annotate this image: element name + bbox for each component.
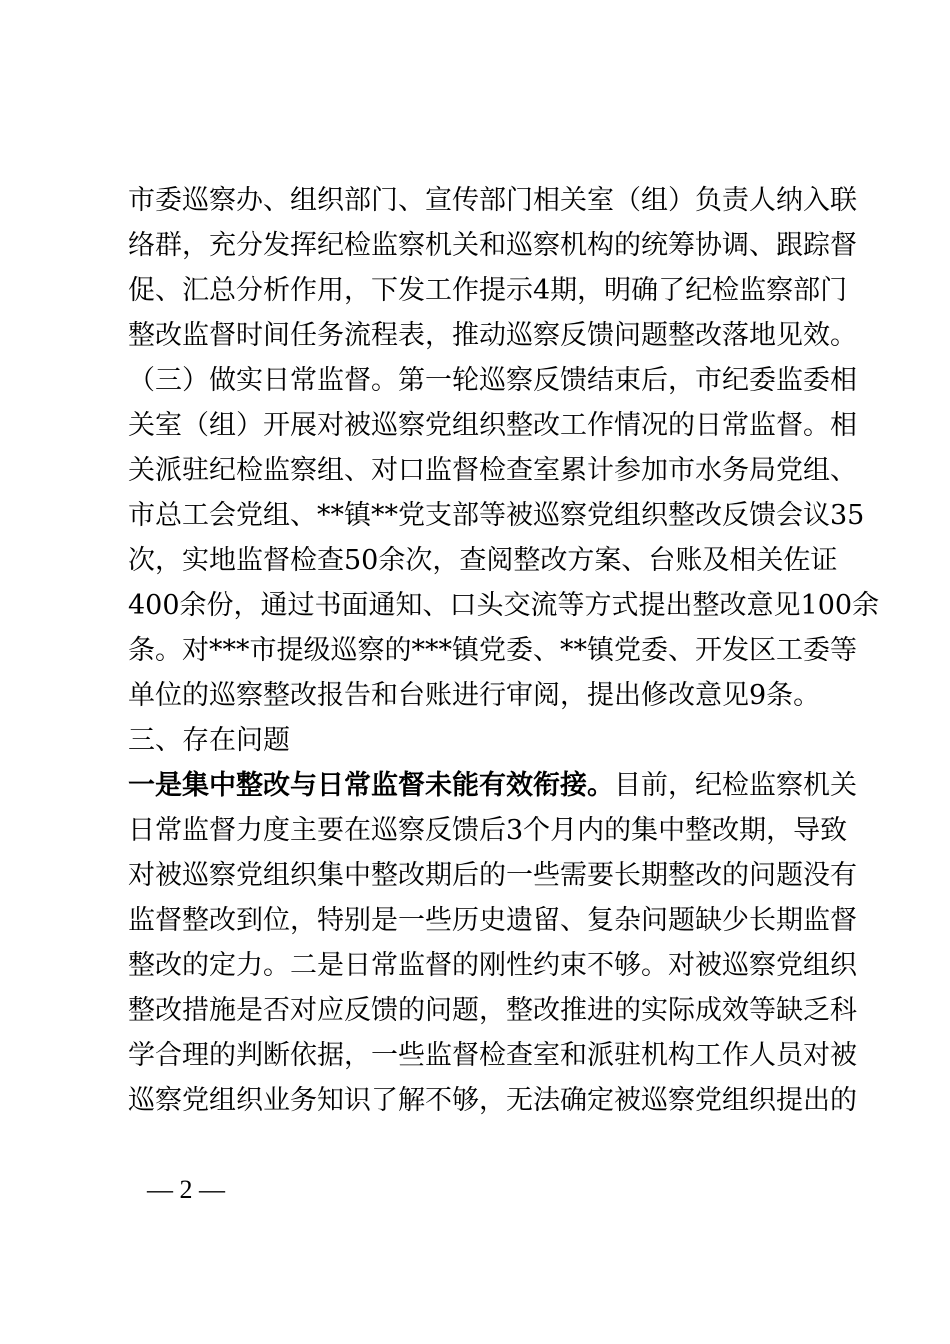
text-line-15: 日常监督力度主要在巡察反馈后3个月内的集中整改期，导致: [128, 815, 848, 846]
section-heading: 三、存在问题: [128, 725, 290, 756]
text-line-19: 整改措施是否对应反馈的问题，整改推进的实际成效等缺乏科: [128, 995, 857, 1026]
text-line-9: 次，实地监督检查50余次，查阅整改方案、台账及相关佐证: [128, 545, 838, 576]
text-line-1: 市委巡察办、组织部门、宣传部门相关室（组）负责人纳入联: [128, 185, 857, 216]
text-line-20: 学合理的判断依据，一些监督检查室和派驻机构工作人员对被: [128, 1040, 857, 1071]
text-line-4: 整改监督时间任务流程表，推动巡察反馈问题整改落地见效。: [128, 320, 857, 351]
text-line-3: 促、汇总分析作用，下发工作提示4期，明确了纪检监察部门: [128, 275, 848, 306]
text-line-14-rest: 目前，纪检监察机关: [614, 770, 857, 801]
text-line-7: 关派驻纪检监察组、对口监督检查室累计参加市水务局党组、: [128, 455, 857, 486]
text-line-6: 关室（组）开展对被巡察党组织整改工作情况的日常监督。相: [128, 410, 857, 441]
page-number: — 2 —: [147, 1175, 225, 1204]
text-line-5: （三）做实日常监督。第一轮巡察反馈结束后，市纪委监委相: [128, 365, 857, 396]
text-line-18: 整改的定力。二是日常监督的刚性约束不够。对被巡察党组织: [128, 950, 857, 981]
text-line-17: 监督整改到位，特别是一些历史遗留、复杂问题缺少长期监督: [128, 905, 857, 936]
text-line-2: 络群，充分发挥纪检监察机关和巡察机构的统筹协调、跟踪督: [128, 230, 857, 261]
text-line-21: 巡察党组织业务知识了解不够，无法确定被巡察党组织提出的: [128, 1085, 857, 1116]
text-line-8: 市总工会党组、**镇**党支部等被巡察党组织整改反馈会议35: [128, 500, 865, 531]
text-line-12: 单位的巡察整改报告和台账进行审阅，提出修改意见9条。: [128, 680, 821, 711]
text-line-10: 400余份，通过书面通知、口头交流等方式提出整改意见100余: [128, 590, 880, 621]
bold-lead-text: 一是集中整改与日常监督未能有效衔接。: [128, 770, 614, 801]
text-line-14: [128, 763, 857, 808]
text-line-16: 对被巡察党组织集中整改期后的一些需要长期整改的问题没有: [128, 860, 857, 891]
text-line-11: 条。对***市提级巡察的***镇党委、**镇党委、开发区工委等: [128, 635, 857, 666]
body-text: [128, 178, 880, 1123]
